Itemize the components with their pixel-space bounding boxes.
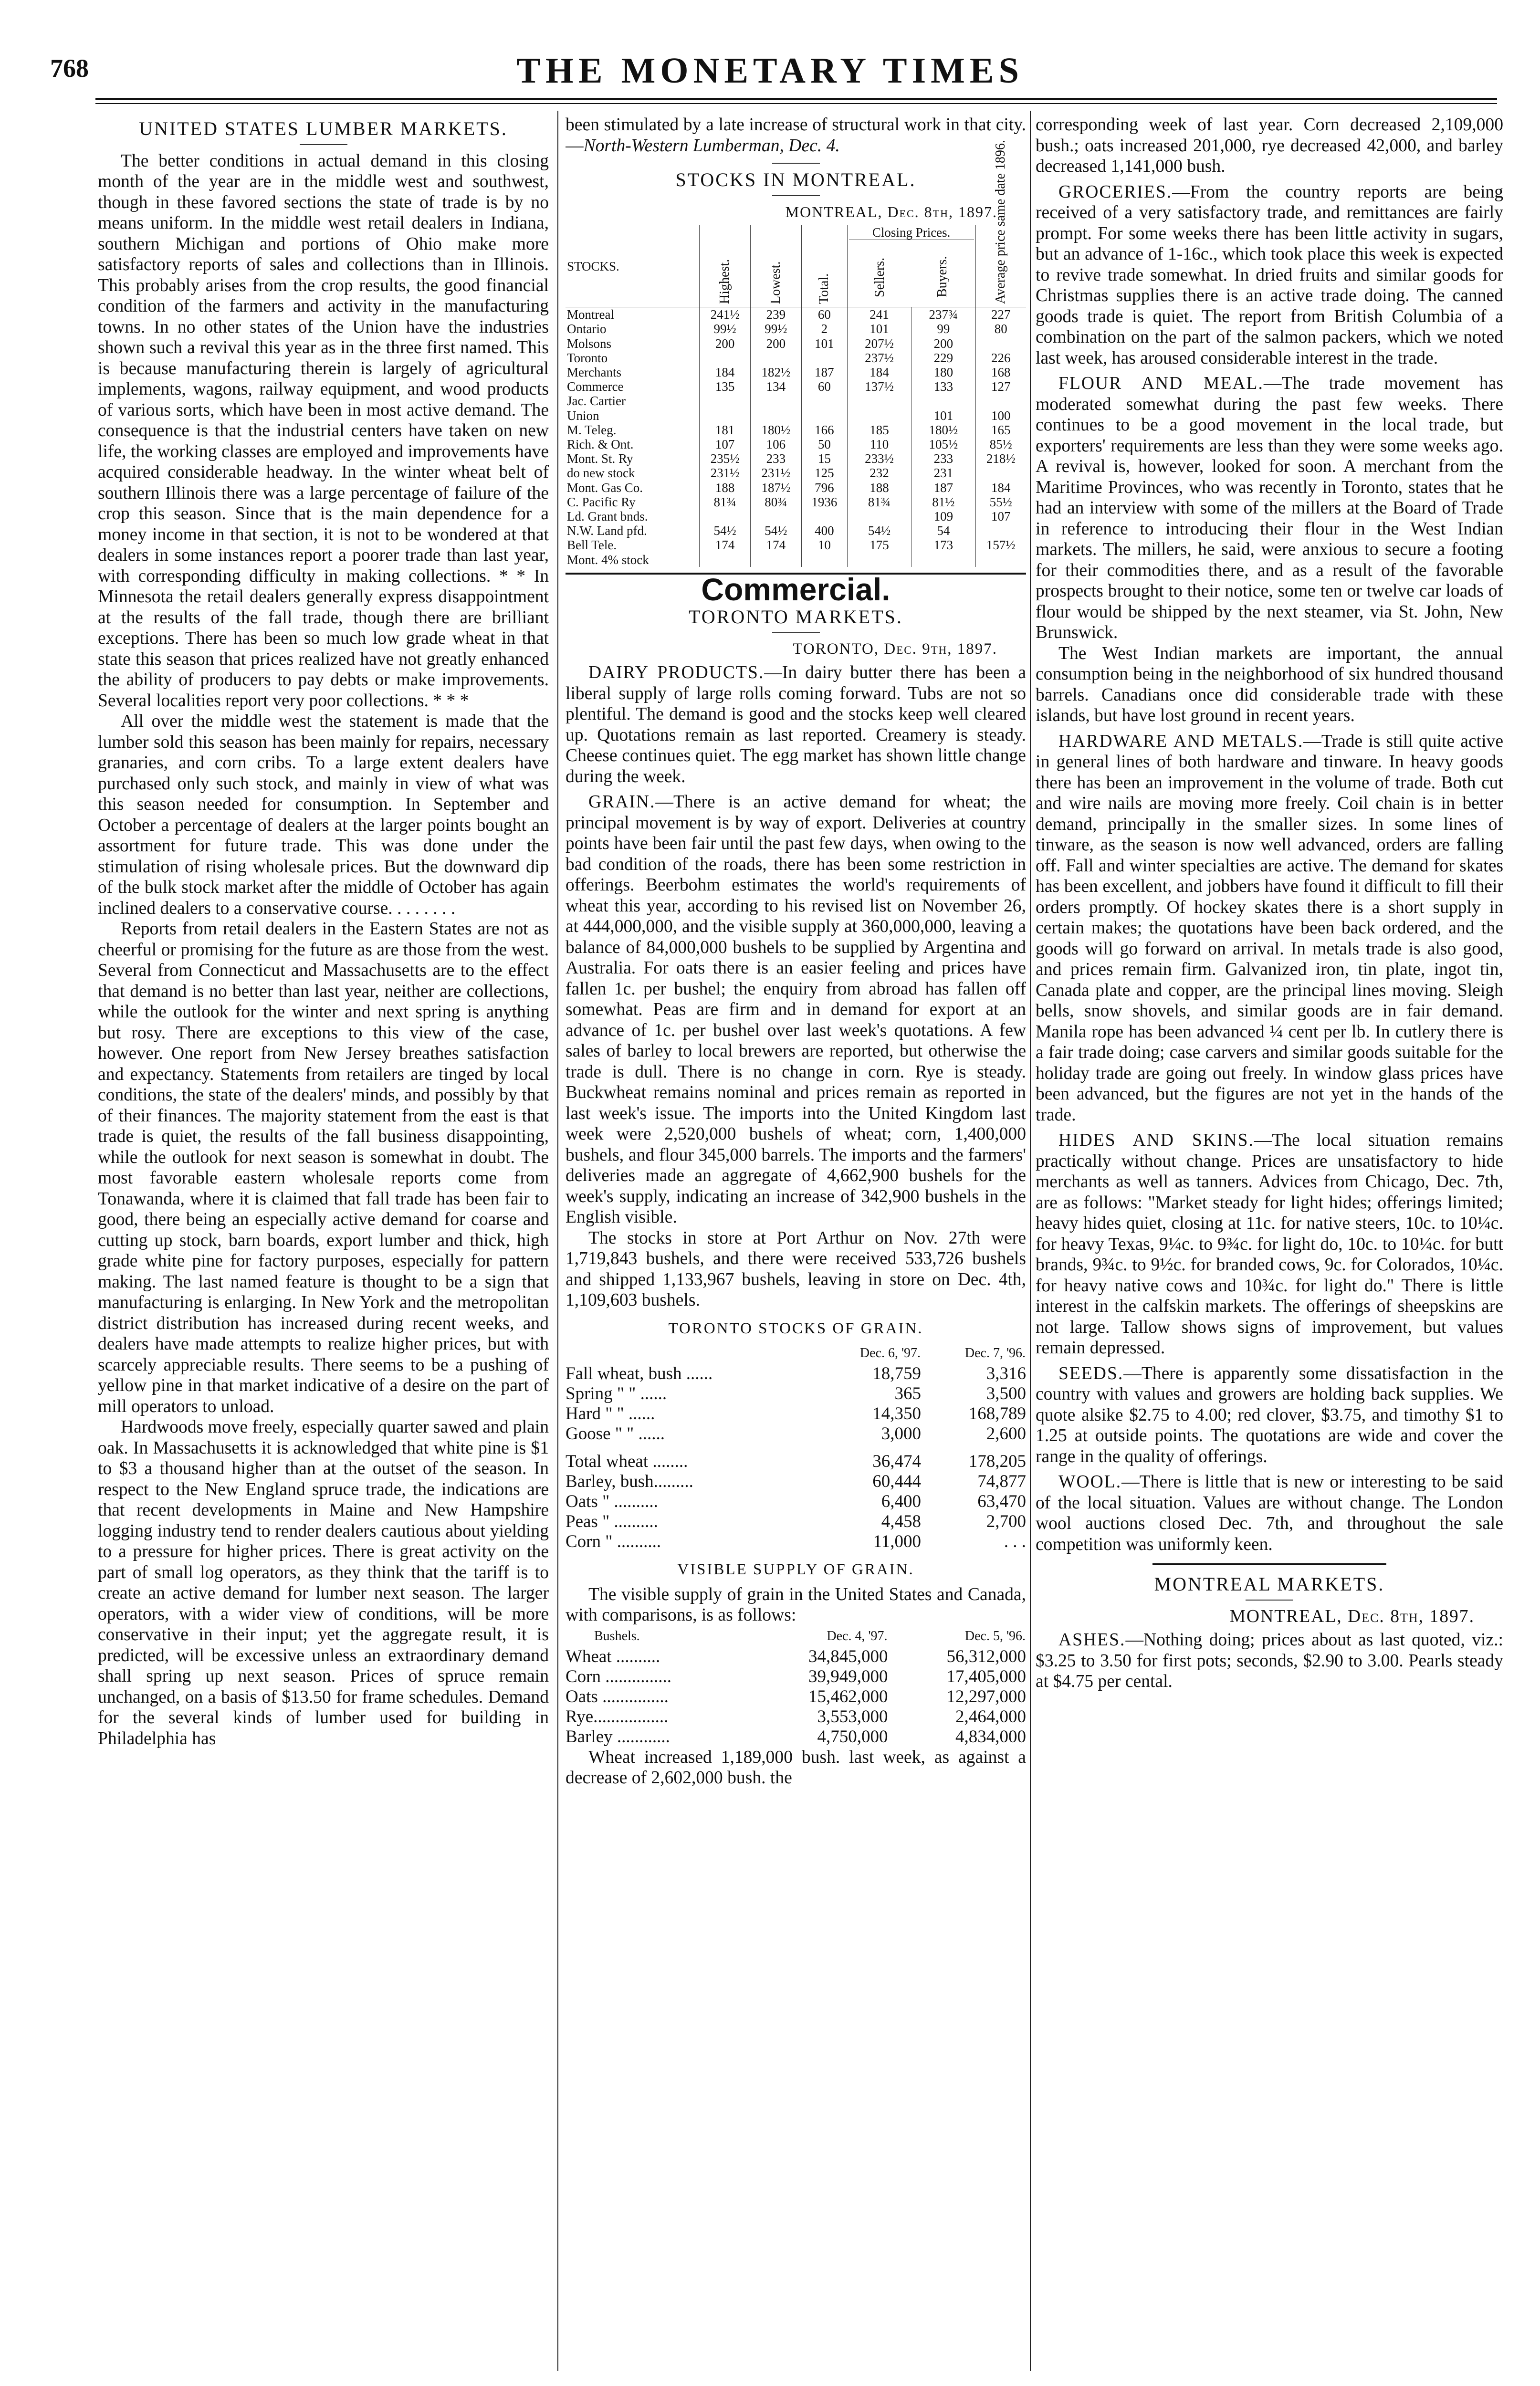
- stock-value: 101: [847, 322, 911, 336]
- stock-value: 241½: [700, 307, 751, 322]
- page-number: 768: [50, 54, 89, 83]
- stock-value: 231½: [751, 466, 802, 480]
- stock-value: 15: [801, 451, 847, 466]
- stock-value: 233: [911, 451, 975, 466]
- stock-value: 54½: [751, 523, 802, 538]
- heading-rule: [1246, 1600, 1293, 1601]
- stock-value: 2: [801, 322, 847, 336]
- stock-value: [847, 408, 911, 423]
- stock-row: [566, 365, 1026, 379]
- grain-paragraph: GRAIN.—There is an active demand for wheat; the principal movement is by way of export. Deliveries at country points have been fair until the past few days, when owing to the bad condition of the roads, there has been some restriction in offerings. Beerbohm estimates the world's requirements of wheat this year, according to his revised list on November 26, at 444,000,000, and the visible supply at 360,000,000, leaving a balance of 84,000,000 bushels to be supplied by Argentina and Australia. For oats there is an easier feeling and prices have fallen 1c. per bushel; the enquiry from abroad has fallen off somewhat. Peas are firm and in demand for export at an advance of 1c. per bushel over last week's quotations. A few sales of barley to local brewers are reported, but otherwise the trade is dull. There is no change in corn. Rye is steady. Buckwheat remains nominal and prices remain as reported in last week's issue. The imports into the United Kingdom last week were 2,520,000 bushels of wheat; corn, 1,400,000 bushels, and flour 345,000 barrels. The imports and the farmers' deliveries made an aggregate of 4,662,900 bushels for the week's supply, indicating an increase of 342,900 bushels in the English visible.: [566, 792, 1026, 1227]
- stock-name: Rich. & Ont.: [567, 437, 634, 452]
- grain-stock-row-value: 11,000: [873, 1532, 922, 1552]
- stock-value: 55½: [975, 495, 1026, 509]
- stock-name: Ld. Grant bnds.: [567, 509, 648, 524]
- grain-stock-row: [566, 1472, 1026, 1492]
- stock-value: 127: [975, 379, 1026, 394]
- stock-value: 237¾: [911, 307, 975, 322]
- stock-value: [801, 394, 847, 408]
- stock-row: [566, 495, 1026, 509]
- stock-value: 134: [751, 379, 802, 394]
- stock-value: 107: [975, 509, 1026, 523]
- grain-stock-row-value: 3,000: [881, 1424, 922, 1444]
- stock-value: 232: [847, 466, 911, 480]
- visible-col-header: Dec. 5, '96.: [964, 1628, 1026, 1643]
- visible-supply-row-label: Wheat ..........: [566, 1646, 660, 1666]
- grain-stocks-col-header: Dec. 6, '97.: [859, 1346, 921, 1361]
- grain-stock-row-value: 74,877: [977, 1472, 1026, 1492]
- stock-row: [566, 481, 1026, 495]
- grain-stock-row: [566, 1364, 1026, 1384]
- stock-value: 200: [700, 336, 751, 351]
- stock-row: [566, 451, 1026, 466]
- seeds-paragraph: SEEDS.—There is apparently some dissatisfaction in the country with values and growers are holding back supplies. We quote alsike $2.75 to 4.00; red clover, $3.75, and timothy $1 to 1.25 at outside points. The quotations are wide and cover the range in the quality of offerings.: [1036, 1363, 1503, 1466]
- visible-supply-row-label: Rye.................: [566, 1706, 669, 1727]
- stock-name: Union: [567, 408, 599, 423]
- stock-name: Bell Tele.: [567, 538, 617, 553]
- stock-name: Molsons: [567, 336, 612, 351]
- wool-paragraph: WOOL.—There is little that is new or interesting to be said of the local situation. Values are without change. The London wool auctions closed Dec. 7th, and throughout the sale competition was uniformly keen.: [1036, 1472, 1503, 1554]
- stock-value: [751, 553, 802, 567]
- stock-value: 60: [801, 379, 847, 394]
- heading-rule: [772, 632, 820, 633]
- stock-value: [975, 553, 1026, 567]
- stock-value: 227: [975, 307, 1026, 322]
- stock-name: Merchants: [567, 365, 621, 380]
- stock-name: Jac. Cartier: [567, 394, 626, 408]
- grain-stocks-title: TORONTO STOCKS OF GRAIN.: [668, 1319, 923, 1337]
- grain-stock-row-value: 178,205: [968, 1452, 1026, 1472]
- stocks-header-row: [566, 225, 1026, 307]
- stock-value: 184: [847, 365, 911, 379]
- stock-row: [566, 466, 1026, 480]
- stock-value: 218½: [975, 451, 1026, 466]
- visible-supply-row: [566, 1707, 1026, 1727]
- grain-stock-row-value: 60,444: [872, 1472, 922, 1492]
- visible-supply-row-value: 39,949,000: [808, 1666, 888, 1686]
- stock-value: 796: [801, 481, 847, 495]
- stock-value: 184: [700, 365, 751, 379]
- stock-value: [801, 553, 847, 567]
- stock-row: [566, 523, 1026, 538]
- stock-value: 180: [911, 365, 975, 379]
- visible-supply-row-value: 4,750,000: [817, 1727, 888, 1747]
- stock-value: 81½: [911, 495, 975, 509]
- stock-row: [566, 322, 1026, 336]
- stocks-col-header: Average price same date 1896.: [975, 225, 1026, 307]
- visible-supply-row-label: Barley ............: [566, 1727, 670, 1747]
- grain-stock-row-value: 365: [894, 1384, 922, 1404]
- column-divider: [1030, 111, 1031, 2371]
- stock-value: 133: [911, 379, 975, 394]
- stock-row: [566, 437, 1026, 451]
- stock-value: 165: [975, 423, 1026, 437]
- visible-supply-header: [566, 1626, 1026, 1647]
- lumber-paragraph: All over the middle west the statement is made that the lumber sold this season has been mainly for repairs, necessary granaries, and corn cribs. To a large extent dealers have purchased only such stock, and mainly in view of what was this season needed for consumption. In September and October a percentage of dealers at the larger points bought an assortment for future trade. This was done under the stimulation of rising wholesale prices. But the downward dip of the bulk stock market after the middle of October has again inclined dealers to a conservative course. . . . . . . .: [98, 712, 549, 918]
- stocks-col-header: Total.: [801, 225, 847, 307]
- grain-stock-row-label: Goose " " ......: [566, 1424, 665, 1444]
- stocks-dateline: MONTREAL, Dec. 8th, 1897.: [785, 203, 997, 220]
- stock-value: [751, 394, 802, 408]
- stock-value: [700, 394, 751, 408]
- grain-stock-row: [566, 1492, 1026, 1512]
- stock-value: 233½: [847, 451, 911, 466]
- closing-prices-label: Closing Prices.: [849, 225, 974, 240]
- stock-name: C. Pacific Ry: [567, 494, 636, 509]
- stock-value: [801, 509, 847, 523]
- stock-value: 237½: [847, 351, 911, 365]
- stock-row: [566, 538, 1026, 552]
- grain-stock-row-value: 168,789: [968, 1404, 1026, 1424]
- stock-value: [847, 509, 911, 523]
- lumber-paragraph: The better conditions in actual demand in this closing month of the year are in the middle west and southwest, though in these favored sections the state of trade is by no means uniform. In the middle west retail dealers in Indiana, southern Michigan and portions of Ohio make more satisfactory reports of sales and collections than in Illinois. This probably arises from the crop results, the good financial condition of the farmers and activity in the manufacturing towns. In no other states of the Union have the industries shown such a revival this year as in the three first named. This is because manufacturing therein is largely of agricultural implements, wagons, railway equipment, and wood products of various sorts, which have been in most active demand. The consequence is that the industrial centers have taken on new life, the working classes are employed and improvements have acquired considerable headway. In the winter wheat belt of southern Illinois there was a large percentage of failure of the crop this season. Since that is the main dependence for a money income in that section, it is not to be wondered at that dealers in some instances report a poorer trade than last year, with corresponding difficulty in making collections. * * In Minnesota the retail dealers generally express disappointment at the results of the fall trade, though there are brilliant exceptions. There has been so much low grade wheat in that state this season that prices realized have not greatly enhanced the ability of producers to pay debts or make improvements. Several localities report very poor collections. * * *: [98, 151, 549, 711]
- stock-value: [975, 394, 1026, 408]
- stock-value: 100: [975, 408, 1026, 423]
- stock-value: [911, 394, 975, 408]
- stock-value: 175: [847, 538, 911, 552]
- stock-value: [975, 466, 1026, 480]
- stock-row: [566, 336, 1026, 351]
- grain-stocks-header: [566, 1343, 1026, 1364]
- stock-value: 50: [801, 437, 847, 451]
- grain-stock-row-value: 2,600: [986, 1424, 1026, 1444]
- stock-value: [751, 408, 802, 423]
- grain-stock-row-label: Peas " ..........: [566, 1512, 658, 1532]
- stock-name: Mont. 4% stock: [567, 552, 649, 567]
- lumber-continued: been stimulated by a late increase of structural work in that city.—North-Western Lumberman, Dec. 4.: [566, 115, 1026, 156]
- grain-stock-row-value: 18,759: [872, 1364, 922, 1384]
- visible-supply-row: [566, 1687, 1026, 1707]
- stock-value: 10: [801, 538, 847, 552]
- stock-value: [751, 351, 802, 365]
- grain-stock-row-label: Spring " " ......: [566, 1384, 667, 1404]
- stock-value: 188: [847, 481, 911, 495]
- stocks-col-header: Buyers.: [935, 256, 950, 298]
- column-divider: [557, 111, 558, 2371]
- stock-value: 200: [751, 336, 802, 351]
- section-rule: [1152, 1563, 1386, 1565]
- groceries-paragraph: GROCERIES.—From the country reports are being received of a very satisfactory trade, and remittances are fairly prompt. For some weeks there has been little activity in sugars, but an advance of 1-16c., which took place this week is expected to revive trade somewhat. In dried fruits and similar goods for Christmas supplies there is an active trade doing. The canned goods trade is quiet. The report from British Columbia of a combination on the part of the salmon packers, which we noted last week, has aroused considerable interest in the trade.: [1036, 182, 1503, 368]
- stock-value: [975, 336, 1026, 351]
- masthead-rule: [95, 98, 1497, 100]
- stock-row: [566, 379, 1026, 394]
- grain-stock-row-value: 2,700: [986, 1512, 1026, 1532]
- stock-value: [801, 408, 847, 423]
- stock-value: 99½: [700, 322, 751, 336]
- stock-value: [700, 509, 751, 523]
- grain-stock-row: [566, 1424, 1026, 1444]
- stock-value: 81¾: [847, 495, 911, 509]
- stock-value: 168: [975, 365, 1026, 379]
- stock-name: Ontario: [567, 322, 607, 336]
- grain-stock-row: [566, 1404, 1026, 1424]
- stock-value: 231: [911, 466, 975, 480]
- grain-stock-row-label: Fall wheat, bush ......: [566, 1364, 713, 1384]
- stock-value: 235½: [700, 451, 751, 466]
- stock-value: 180½: [751, 423, 802, 437]
- visible-supply-intro: The visible supply of grain in the United States and Canada, with comparisons, is as follows:: [566, 1584, 1026, 1625]
- visible-supply-title: VISIBLE SUPPLY OF GRAIN.: [677, 1561, 914, 1579]
- grain-stock-row-value: 6,400: [881, 1492, 922, 1512]
- stock-value: 187½: [751, 481, 802, 495]
- visible-supply-row-value: 56,312,000: [946, 1646, 1026, 1666]
- stock-row: [566, 307, 1026, 322]
- stock-value: 181: [700, 423, 751, 437]
- grain-stock-row-label: Corn " ..........: [566, 1532, 661, 1552]
- visible-supply-row-value: 3,553,000: [817, 1706, 888, 1727]
- visible-supply-row-label: Oats ...............: [566, 1686, 669, 1706]
- stock-value: 239: [751, 307, 802, 322]
- grain-stock-row: [566, 1384, 1026, 1404]
- visible-col-header: Bushels.: [594, 1628, 640, 1643]
- stock-value: 85½: [975, 437, 1026, 451]
- stock-name: Commerce: [567, 379, 624, 394]
- masthead-rule-thin: [95, 103, 1497, 104]
- grain-stock-row-label: Hard " " ......: [566, 1404, 655, 1424]
- stock-value: 80¾: [751, 495, 802, 509]
- visible-supply-table: [566, 1626, 1026, 1747]
- grain-stock-row-label: Oats " ..........: [566, 1492, 658, 1512]
- stock-value: 106: [751, 437, 802, 451]
- stock-value: [700, 351, 751, 365]
- lumber-paragraph: Hardwoods move freely, especially quarter sawed and plain oak. In Massachusetts it is acknowledged that white pine is $1 to $3 a thousand higher than at the outset of the season. In respect to the New England spruce trade, the indications are that recent developments in Maine and New Hampshire logging industry tend to render dealers cautious about yielding to a pressure for higher prices. There is great activity on the part of small log operators, as they think that the tariff is to create an active demand for lumber next season. The larger operators, with a wider view of conditions, will be more conservative in their input; yet the aggregate result, it is predicted, will be excessive unless an extraordinary demand shall spring up next season. Prices of spruce remain unchanged, on a basis of $13.50 for frame schedules. Demand for the several kinds of lumber used for building in Philadelphia has: [98, 1417, 549, 1748]
- heading-rule: [772, 195, 820, 196]
- grain-stock-row: [566, 1512, 1026, 1532]
- montreal-dateline: MONTREAL, Dec. 8th, 1897.: [1229, 1606, 1475, 1626]
- stock-value: [700, 408, 751, 423]
- stock-value: [700, 553, 751, 567]
- visible-col-header: Dec. 4, '97.: [827, 1628, 888, 1643]
- stock-row: [566, 423, 1026, 437]
- grain-stock-row-label: Barley, bush.........: [566, 1472, 693, 1492]
- stock-value: 241: [847, 307, 911, 322]
- grain-stock-row-value: 4,458: [881, 1512, 922, 1532]
- grain-stock-row: [566, 1444, 1026, 1472]
- stock-row: [566, 553, 1026, 567]
- column-1: [98, 115, 549, 2376]
- stock-name: M. Teleg.: [567, 422, 617, 437]
- stock-value: 173: [911, 538, 975, 552]
- grain-continued: corresponding week of last year. Corn decreased 2,109,000 bush.; oats increased 201,000, rye decreased 42,000, and barley decreased 1,141,000 bush.: [1036, 115, 1503, 176]
- stock-value: 185: [847, 423, 911, 437]
- heading-rule: [300, 144, 347, 145]
- grain-stock-row-value: 63,470: [977, 1492, 1026, 1512]
- visible-supply-row-value: 12,297,000: [946, 1686, 1026, 1706]
- lumber-source: North-Western Lumberman, Dec. 4.: [583, 136, 840, 156]
- stock-name: Montreal: [567, 307, 614, 322]
- stock-value: 180½: [911, 423, 975, 437]
- stock-value: [751, 509, 802, 523]
- stock-value: [847, 394, 911, 408]
- stock-value: 207½: [847, 336, 911, 351]
- port-arthur-paragraph: The stocks in store at Port Arthur on Nov. 27th were 1,719,843 bushels, and there were received 533,726 bushels and shipped 1,133,967 bushels, leaving in store on Dec. 4th, 1,109,603 bushels.: [566, 1228, 1026, 1310]
- grain-stock-row-value: . . .: [1004, 1532, 1026, 1552]
- stock-name: Toronto: [567, 350, 608, 365]
- stock-value: 157½: [975, 538, 1026, 552]
- stock-row: [566, 351, 1026, 365]
- stock-value: 188: [700, 481, 751, 495]
- stock-value: 187: [801, 365, 847, 379]
- stock-value: 231½: [700, 466, 751, 480]
- grain-stock-row-value: 14,350: [872, 1404, 922, 1424]
- dairy-paragraph: DAIRY PRODUCTS.—In dairy butter there has been a liberal supply of large rolls coming forward. Tubs are not so plentiful. The demand is good and the stocks keep well cleared up. Quotations remain as last reported. Creamery is steady. Cheese continues quiet. The egg market has shown little change during the week.: [566, 663, 1026, 786]
- stock-value: 233: [751, 451, 802, 466]
- lumber-heading: UNITED STATES LUMBER MARKETS.: [139, 118, 508, 139]
- visible-supply-row: [566, 1647, 1026, 1667]
- stock-value: 1936: [801, 495, 847, 509]
- section-rule: [772, 163, 820, 164]
- grain-stock-row-value: 3,500: [986, 1384, 1026, 1404]
- stock-value: [847, 553, 911, 567]
- stocks-heading: STOCKS IN MONTREAL.: [675, 169, 916, 190]
- stock-row: [566, 509, 1026, 523]
- stock-name: do new stock: [567, 466, 635, 481]
- commercial-title: Commercial.: [701, 571, 890, 607]
- grain-stock-row-value: 36,474: [872, 1452, 922, 1472]
- stock-name: Mont. Gas Co.: [567, 480, 643, 495]
- stock-name: N.W. Land pfd.: [567, 523, 647, 538]
- stocks-col-header: Lowest.: [751, 225, 802, 307]
- stocks-rows: [566, 307, 1026, 567]
- grain-stock-row: [566, 1532, 1026, 1552]
- visible-supply-row-value: 17,405,000: [946, 1666, 1026, 1686]
- visible-supply-row-value: 4,834,000: [955, 1727, 1026, 1747]
- stock-value: 125: [801, 466, 847, 480]
- stock-value: 81¾: [700, 495, 751, 509]
- stock-value: 101: [911, 408, 975, 423]
- stock-value: [801, 351, 847, 365]
- stock-value: 226: [975, 351, 1026, 365]
- visible-supply-footer: Wheat increased 1,189,000 bush. last week, as against a decrease of 2,602,000 bush. the: [566, 1747, 1026, 1788]
- stock-value: [911, 553, 975, 567]
- stock-value: 166: [801, 423, 847, 437]
- stocks-col-header: Sellers.: [872, 257, 888, 298]
- grain-stocks-col-header: Dec. 7, '96.: [964, 1346, 1026, 1361]
- ashes-paragraph: ASHES.—Nothing doing; prices about as last quoted, viz.: $3.25 to 3.50 for first pots; seconds, $2.90 to 3.00. Pearls steady at $4.75 per cental.: [1036, 1630, 1503, 1691]
- closing-prices-group: [847, 225, 975, 307]
- visible-supply-row-value: 34,845,000: [808, 1646, 888, 1666]
- stock-value: 187: [911, 481, 975, 495]
- visible-supply-row-label: Corn ...............: [566, 1666, 671, 1686]
- stock-value: 80: [975, 322, 1026, 336]
- flour-paragraph: FLOUR AND MEAL.—The trade movement has moderated somewhat during the past few weeks. There continues to be a good movement in the local trade, but exporters' requirements are less than they were some weeks ago. A revival is, however, looked for soon. A merchant from the Maritime Provinces, who was recently in Toronto, states that he had an interview with some of the millers at the Board of Trade in reference to introducing their flour in the West Indian markets. The millers, he said, were anxious to secure a footing for their commodities there, and as a result of the favorable prospects brought to their notice, some ten or twelve car loads of flour would be shipped by the next steamer, via St. John, New Brunswick.: [1036, 374, 1503, 642]
- west-indian-paragraph: The West Indian markets are important, the annual consumption being in the neighborhood of six hundred thousand barrels. Canadians once did considerable trade with these islands, but have lost ground in recent years.: [1036, 643, 1503, 725]
- stock-name: Mont. St. Ry: [567, 451, 633, 466]
- stock-value: 107: [700, 437, 751, 451]
- stock-value: 184: [975, 481, 1026, 495]
- stock-value: 54½: [847, 523, 911, 538]
- column-3: [1036, 115, 1503, 2376]
- stock-row: [566, 394, 1026, 408]
- stocks-col-header: Highest.: [700, 225, 751, 307]
- stock-value: 101: [801, 336, 847, 351]
- hardware-paragraph: HARDWARE AND METALS.—Trade is still quite active in general lines of both hardware and tinware. In heavy goods there has been an improvement in the volume of trade. Both cut and wire nails are moving more freely. Coil chain is in better demand, principally in the smaller sizes. In some lines of tinware, as the season is now well advanced, orders are falling off. Fall and winter specialties are active. The demand for skates has been excellent, and jobbers have found it difficult to fill their orders promptly. Of hockey skates there is a short supply in certain makes; the quotations have been back ordered, and the goods will go forward on arrival. In metals trade is also good, and prices remain firm. Galvanized iron, tin plate, ingot tin, Canada plate and copper, are the principal lines moving. Sleigh bells, snow shovels, and similar goods are in fair demand. Manila rope has been advanced ¼ cent per lb. In cutlery there is a fair trade doing; case carvers and similar goods suitable for the holiday trade are going out freely. In window glass prices have been advanced, but the figures are not yet in the hands of the trade.: [1036, 731, 1503, 1125]
- grain-stock-row-label: Total wheat ........: [566, 1452, 688, 1472]
- stock-value: 174: [751, 538, 802, 552]
- stock-value: 54½: [700, 523, 751, 538]
- stock-value: 182½: [751, 365, 802, 379]
- visible-supply-row: [566, 1727, 1026, 1747]
- stock-value: 60: [801, 307, 847, 322]
- stock-value: 110: [847, 437, 911, 451]
- stock-value: 99: [911, 322, 975, 336]
- grain-stocks-table: [566, 1343, 1026, 1552]
- stock-value: 229: [911, 351, 975, 365]
- stock-value: 109: [911, 509, 975, 523]
- stock-value: 135: [700, 379, 751, 394]
- stock-value: 105½: [911, 437, 975, 451]
- stock-value: 200: [911, 336, 975, 351]
- grain-stock-row-value: 3,316: [986, 1364, 1026, 1384]
- stock-value: 174: [700, 538, 751, 552]
- stock-value: [975, 523, 1026, 538]
- hides-paragraph: HIDES AND SKINS.—The local situation remains practically without change. Prices are unsatisfactory to hide merchants as well as tanners. Advices from Chicago, Dec. 7th, are as follows: "Market steady for light hides; offerings limited; heavy hides quiet, closing at 11c. for native steers, 10c. to 10¼c. for heavy Texas, 9¼c. to 9¾c. for light do, 10c. to 10¼c. for butt brands, 9¾c. to 9½c. for branded cows, 9c. for Colorados, 10¼c. for heavy native cows and 10¾c. for light do." There is little interest in the calfskin markets. The offerings of sheepskins are not large. Tallow shows signs of improvement, but values remain depressed.: [1036, 1130, 1503, 1358]
- toronto-dateline: TORONTO, Dec. 9th, 1897.: [793, 640, 997, 658]
- stock-row: [566, 408, 1026, 423]
- lumber-paragraph: Reports from retail dealers in the Eastern States are not as cheerful or promising for the future as are those from the west. Several from Connecticut and Massachusetts are to the effect that demand is no better than last year, neither are collections, while the outlook for the winter and next spring is anything but rosy. There are exceptions to this view of the case, however. One report from New Jersey breathes satisfaction and expectancy. Statements from retailers are tinged by local conditions, the state of the dealers' minds, and possibly by that of their finances. The majority statement from the east is that trade is quiet, the results of the fall business disappointing, while the outlook for next season is somewhat in doubt. The most favorable eastern wholesale reports come from Tonawanda, where it is claimed that fall trade has been fair to good, there being an especially active demand for coarse and cutting up stock, barn boards, export lumber and thick, high grade white pine for factory purposes, especially for pattern making. The last named feature is thought to be a sign that manufacturing is enlarging. In New York and the metropolitan district distribution has increased during recent weeks, and dealers have made attempts to realize higher prices, but with scarcely appreciable results. There seems to be a pushing of yellow pine in that market indicative of a desire on the part of mill operators to unload.: [98, 919, 549, 1416]
- visible-supply-row-value: 15,462,000: [808, 1686, 888, 1706]
- stock-value: 400: [801, 523, 847, 538]
- stock-value: 137½: [847, 379, 911, 394]
- visible-supply-row-value: 2,464,000: [955, 1706, 1026, 1727]
- column-2: [566, 115, 1026, 2376]
- masthead-title: THE MONETARY TIMES: [516, 51, 1024, 91]
- toronto-heading: TORONTO MARKETS.: [689, 606, 903, 628]
- visible-supply-row: [566, 1667, 1026, 1687]
- stock-value: 99½: [751, 322, 802, 336]
- montreal-heading: MONTREAL MARKETS.: [1154, 1573, 1385, 1595]
- stocks-col-header: STOCKS.: [566, 225, 700, 307]
- stock-value: 54: [911, 523, 975, 538]
